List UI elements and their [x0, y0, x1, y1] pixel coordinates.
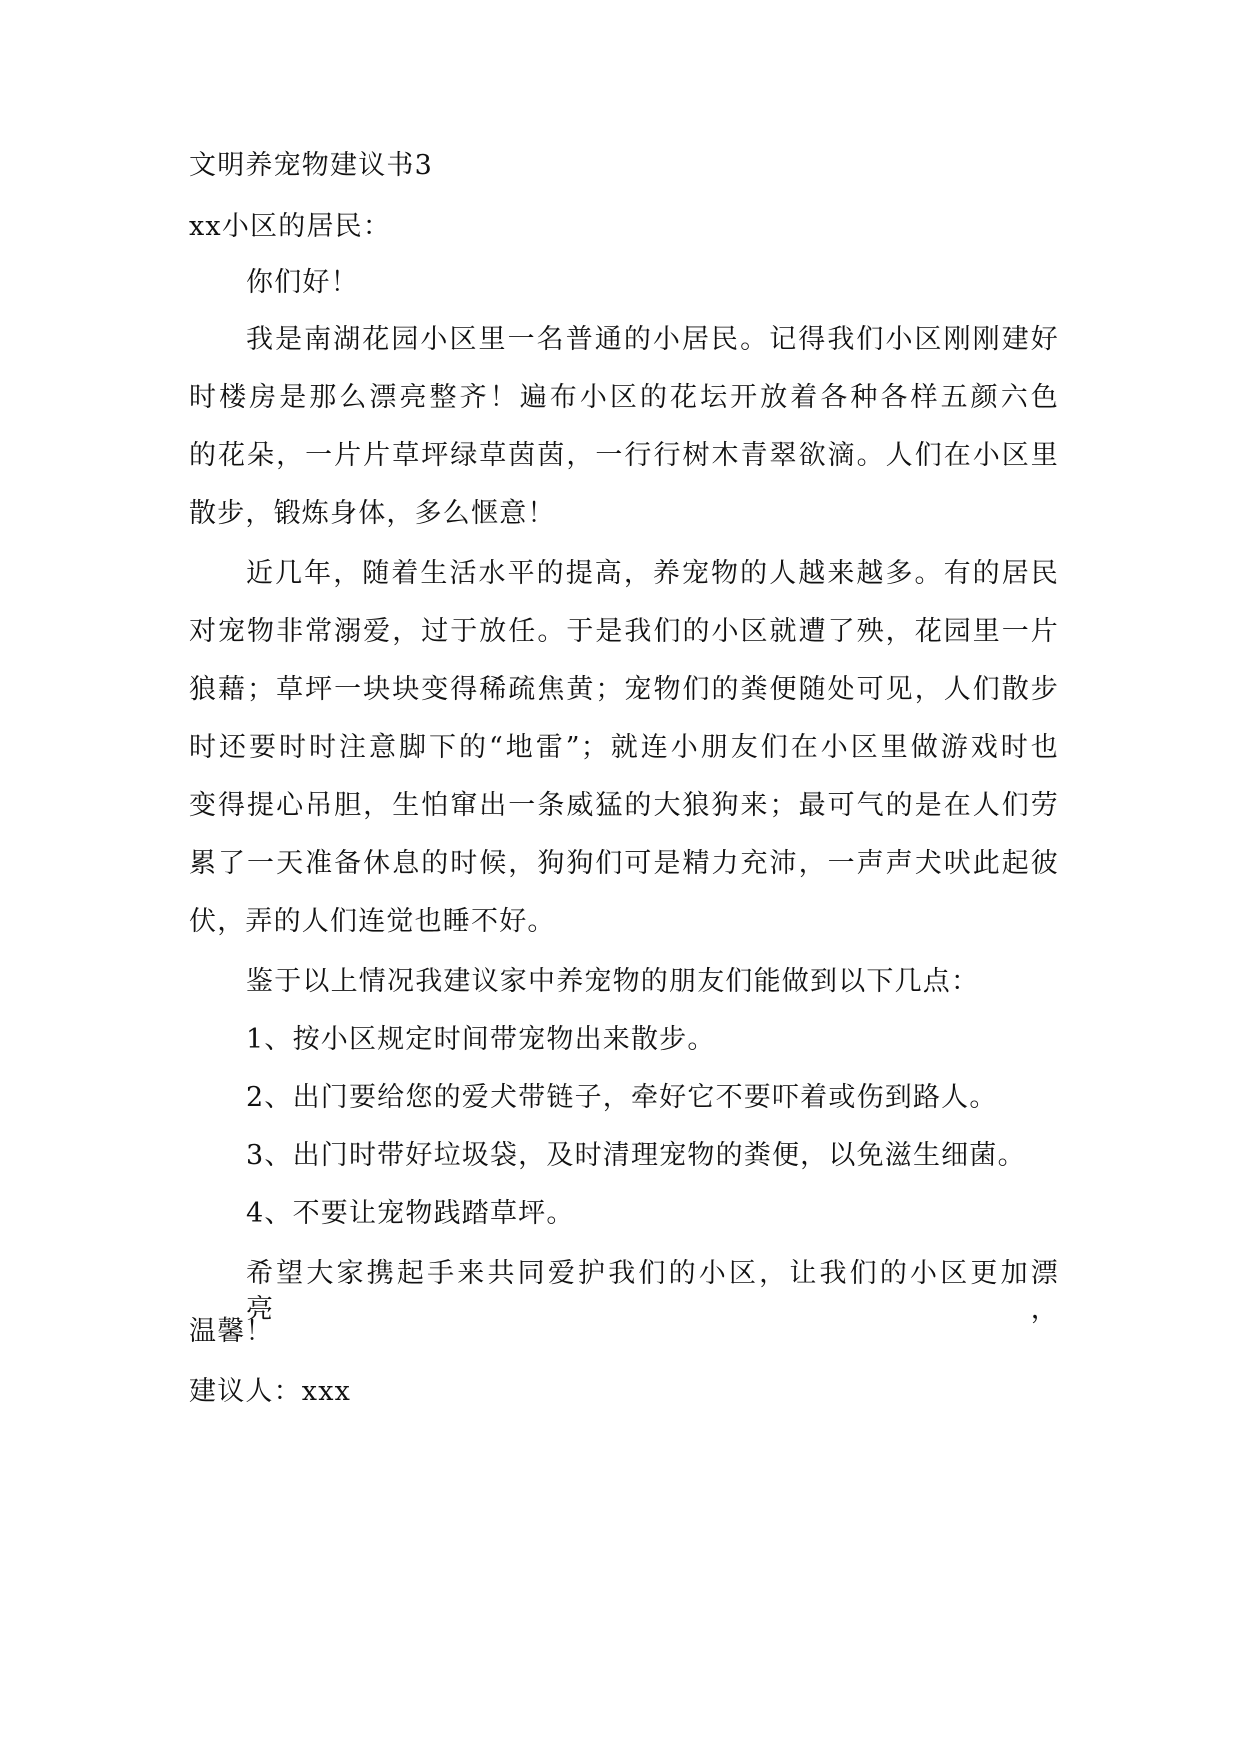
- paragraph-2-line-5: 变得提心吊胆，生怕窜出一条威猛的大狼狗来；最可气的是在人们劳: [189, 790, 1059, 821]
- paragraph-2-line-1: 近几年，随着生活水平的提高，养宠物的人越来越多。有的居民: [246, 558, 1059, 589]
- suggestion-item-2: 2、出门要给您的爱犬带链子，牵好它不要吓着或伤到路人。: [246, 1082, 998, 1113]
- greeting: 你们好！: [246, 267, 359, 298]
- paragraph-2-line-3: 狼藉；草坪一块块变得稀疏焦黄；宠物们的粪便随处可见，人们散步: [189, 674, 1059, 705]
- paragraph-1-line-2: 时楼房是那么漂亮整齐！遍布小区的花坛开放着各种各样五颜六色: [189, 382, 1059, 413]
- paragraph-2-line-2: 对宠物非常溺爱，过于放任。于是我们的小区就遭了殃，花园里一片: [189, 616, 1059, 647]
- paragraph-1-line-1: 我是南湖花园小区里一名普通的小居民。记得我们小区刚刚建好: [246, 324, 1059, 355]
- paragraph-2-line-6: 累了一天准备休息的时候，狗狗们可是精力充沛，一声声犬吠此起彼: [189, 848, 1059, 879]
- document-title: 文明养宠物建议书3: [189, 150, 433, 181]
- paragraph-2-line-7: 伏，弄的人们连觉也睡不好。: [189, 906, 556, 937]
- suggestions-intro: 鉴于以上情况我建议家中养宠物的朋友们能做到以下几点：: [246, 966, 980, 997]
- salutation: xx小区的居民：: [189, 211, 392, 242]
- paragraph-1-line-3: 的花朵，一片片草坪绿草茵茵，一行行树木青翠欲滴。人们在小区里: [189, 440, 1059, 471]
- suggestion-item-4: 4、不要让宠物践踏草坪。: [246, 1198, 575, 1229]
- closing-line-2: 温馨！: [189, 1316, 274, 1347]
- suggestion-item-1: 1、按小区规定时间带宠物出来散步。: [246, 1024, 716, 1055]
- closing-line-1: 希望大家携起手来共同爱护我们的小区，让我们的小区更加漂亮，: [246, 1258, 1059, 1325]
- paragraph-2-line-4: 时还要时时注意脚下的“地雷”；就连小朋友们在小区里做游戏时也: [189, 732, 1059, 763]
- signature: 建议人：xxx: [189, 1376, 352, 1407]
- paragraph-1-line-4: 散步，锻炼身体，多么惬意！: [189, 498, 556, 529]
- suggestion-item-3: 3、出门时带好垃圾袋，及时清理宠物的粪便，以免滋生细菌。: [246, 1140, 1026, 1171]
